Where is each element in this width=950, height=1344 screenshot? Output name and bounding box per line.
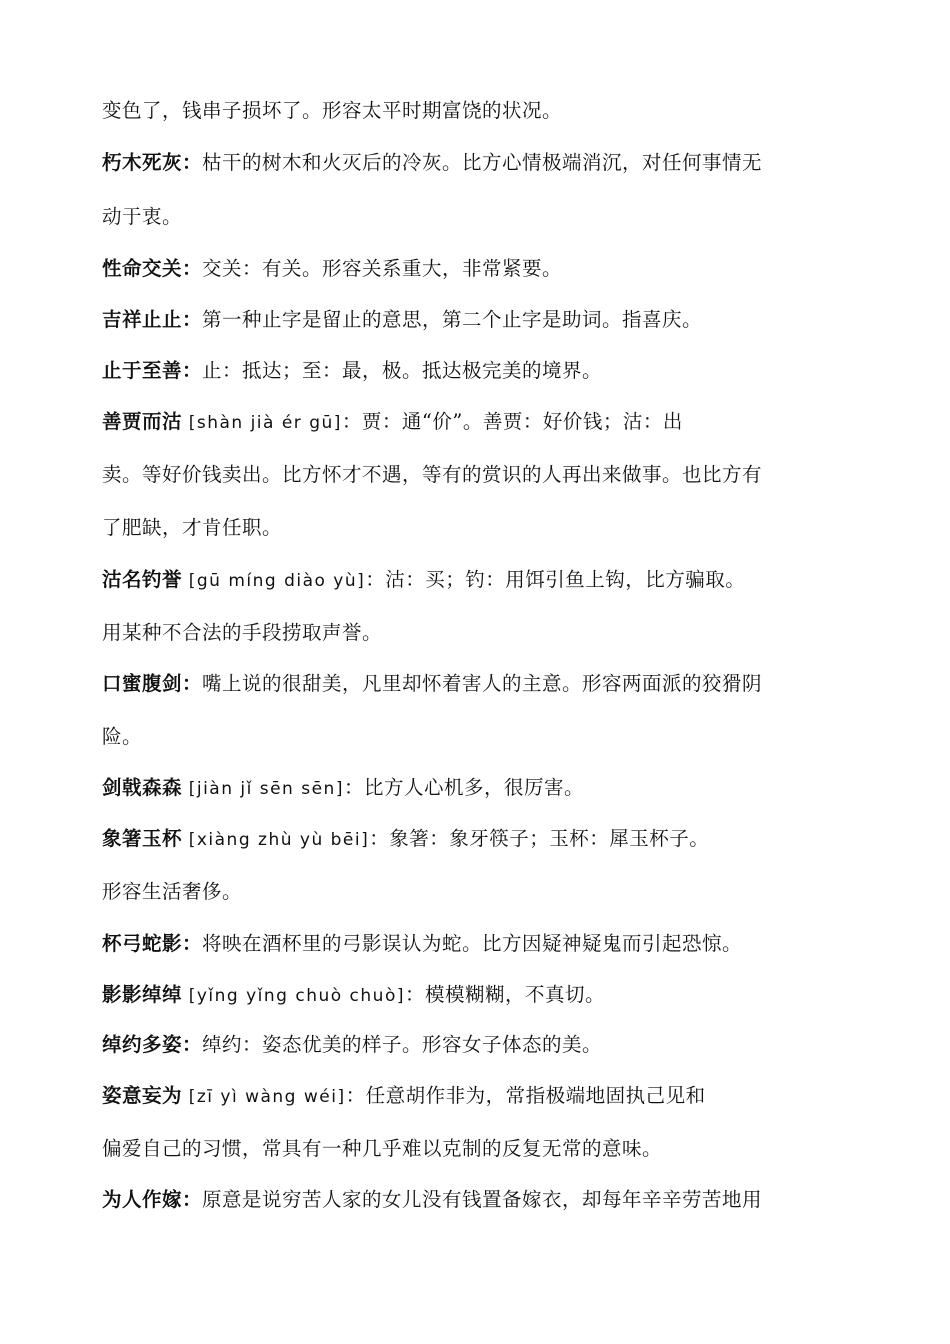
idiom-term: 朽木死灰： xyxy=(102,151,203,174)
entry-text: 用某种不合法的手段捞取声誉。 xyxy=(102,621,383,644)
pinyin: [xiàng zhù yù bēi] xyxy=(188,830,370,850)
text-line xyxy=(102,98,862,124)
text-line xyxy=(102,620,862,646)
entry-text: 原意是说穷苦人家的女儿没有钱置备嫁衣，却每年辛辛劳苦地用 xyxy=(202,1188,763,1211)
entry-text: ：象箸：象牙筷子；玉杯：犀玉杯子。 xyxy=(369,827,710,850)
text-line xyxy=(102,204,862,230)
entry-text: 嘴上说的很甜美，凡里却怀着害人的主意。形容两面派的狡猾阴 xyxy=(202,672,763,695)
idiom-entry xyxy=(102,1083,862,1110)
idiom-entry xyxy=(102,409,862,436)
pinyin: [yǐng yǐng chuò chuò] xyxy=(188,986,405,1006)
idiom-entry xyxy=(102,671,862,697)
text-line xyxy=(102,462,862,488)
pinyin: [jiàn jǐ sēn sēn] xyxy=(188,779,344,799)
entry-text: 偏爱自己的习惯，常具有一种几乎难以克制的反复无常的意味。 xyxy=(102,1137,663,1160)
pinyin: [zī yì wàng wéi] xyxy=(188,1087,346,1107)
idiom-entry xyxy=(102,358,862,384)
idiom-term: 性命交关： xyxy=(102,257,203,280)
idiom-term: 为人作嫁： xyxy=(102,1188,203,1211)
pinyin: [shàn jià ér gū] xyxy=(188,413,342,433)
pinyin: [gū míng diào yù] xyxy=(188,571,366,591)
text-line xyxy=(102,515,862,541)
entry-text: ：任意胡作非为，常指极端地固执己见和 xyxy=(345,1084,706,1107)
idiom-entry xyxy=(102,256,862,282)
idiom-entry xyxy=(102,1187,862,1213)
entry-text: 形容生活奢侈。 xyxy=(102,880,243,903)
idiom-term: 剑戟森森 xyxy=(102,776,183,799)
entry-text: ：沽：买；钓：用饵引鱼上钩，比方骗取。 xyxy=(365,568,746,591)
entry-text: 绰约：姿态优美的样子。形容女子体态的美。 xyxy=(202,1033,603,1056)
idiom-entry xyxy=(102,150,862,176)
entry-text: 变色了，钱串子损坏了。形容太平时期富饶的状况。 xyxy=(102,99,563,122)
idiom-entry xyxy=(102,1032,862,1058)
entry-text: 了肥缺，才肯任职。 xyxy=(102,516,283,539)
idiom-entry xyxy=(102,931,862,957)
entry-text: 第一种止字是留止的意思，第二个止字是助词。指喜庆。 xyxy=(202,308,703,331)
entry-text: 动于衷。 xyxy=(102,205,183,228)
idiom-entry xyxy=(102,567,862,594)
entry-text: 枯干的树木和火灭后的冷灰。比方心情极端消沉，对任何事情无 xyxy=(202,151,763,174)
entry-text: ：贾：通“价”。善贾：好价钱；沽：出 xyxy=(341,410,683,433)
entry-text: ：比方人心机多，很厉害。 xyxy=(343,776,584,799)
idiom-term: 止于至善： xyxy=(102,359,203,382)
entry-text: 险。 xyxy=(102,725,143,748)
idiom-term: 善贾而沽 xyxy=(102,410,183,433)
idiom-term: 绰约多姿： xyxy=(102,1033,203,1056)
idiom-term: 杯弓蛇影： xyxy=(102,932,203,955)
idiom-term: 沽名钓誉 xyxy=(102,568,183,591)
idiom-term: 姿意妄为 xyxy=(102,1084,183,1107)
entry-text: 卖。等好价钱卖出。比方怀才不遇，等有的赏识的人再出来做事。也比方有 xyxy=(102,463,763,486)
entry-text: 将映在酒杯里的弓影误认为蛇。比方因疑神疑鬼而引起恐惊。 xyxy=(202,932,743,955)
idiom-term: 影影绰绰 xyxy=(102,983,183,1006)
idiom-term: 象箸玉杯 xyxy=(102,827,183,850)
entry-text: 止：抵达；至：最，极。抵达极完美的境界。 xyxy=(202,359,603,382)
entry-text: ：模模糊糊，不真切。 xyxy=(405,983,606,1006)
entry-text: 交关：有关。形容关系重大，非常紧要。 xyxy=(202,257,563,280)
text-line xyxy=(102,1136,862,1162)
idiom-term: 口蜜腹剑： xyxy=(102,672,203,695)
text-line xyxy=(102,879,862,905)
idiom-entry xyxy=(102,775,862,802)
idiom-entry xyxy=(102,826,862,853)
idiom-term: 吉祥止止： xyxy=(102,308,203,331)
idiom-entry xyxy=(102,982,862,1009)
idiom-entry xyxy=(102,307,862,333)
text-line xyxy=(102,724,862,750)
